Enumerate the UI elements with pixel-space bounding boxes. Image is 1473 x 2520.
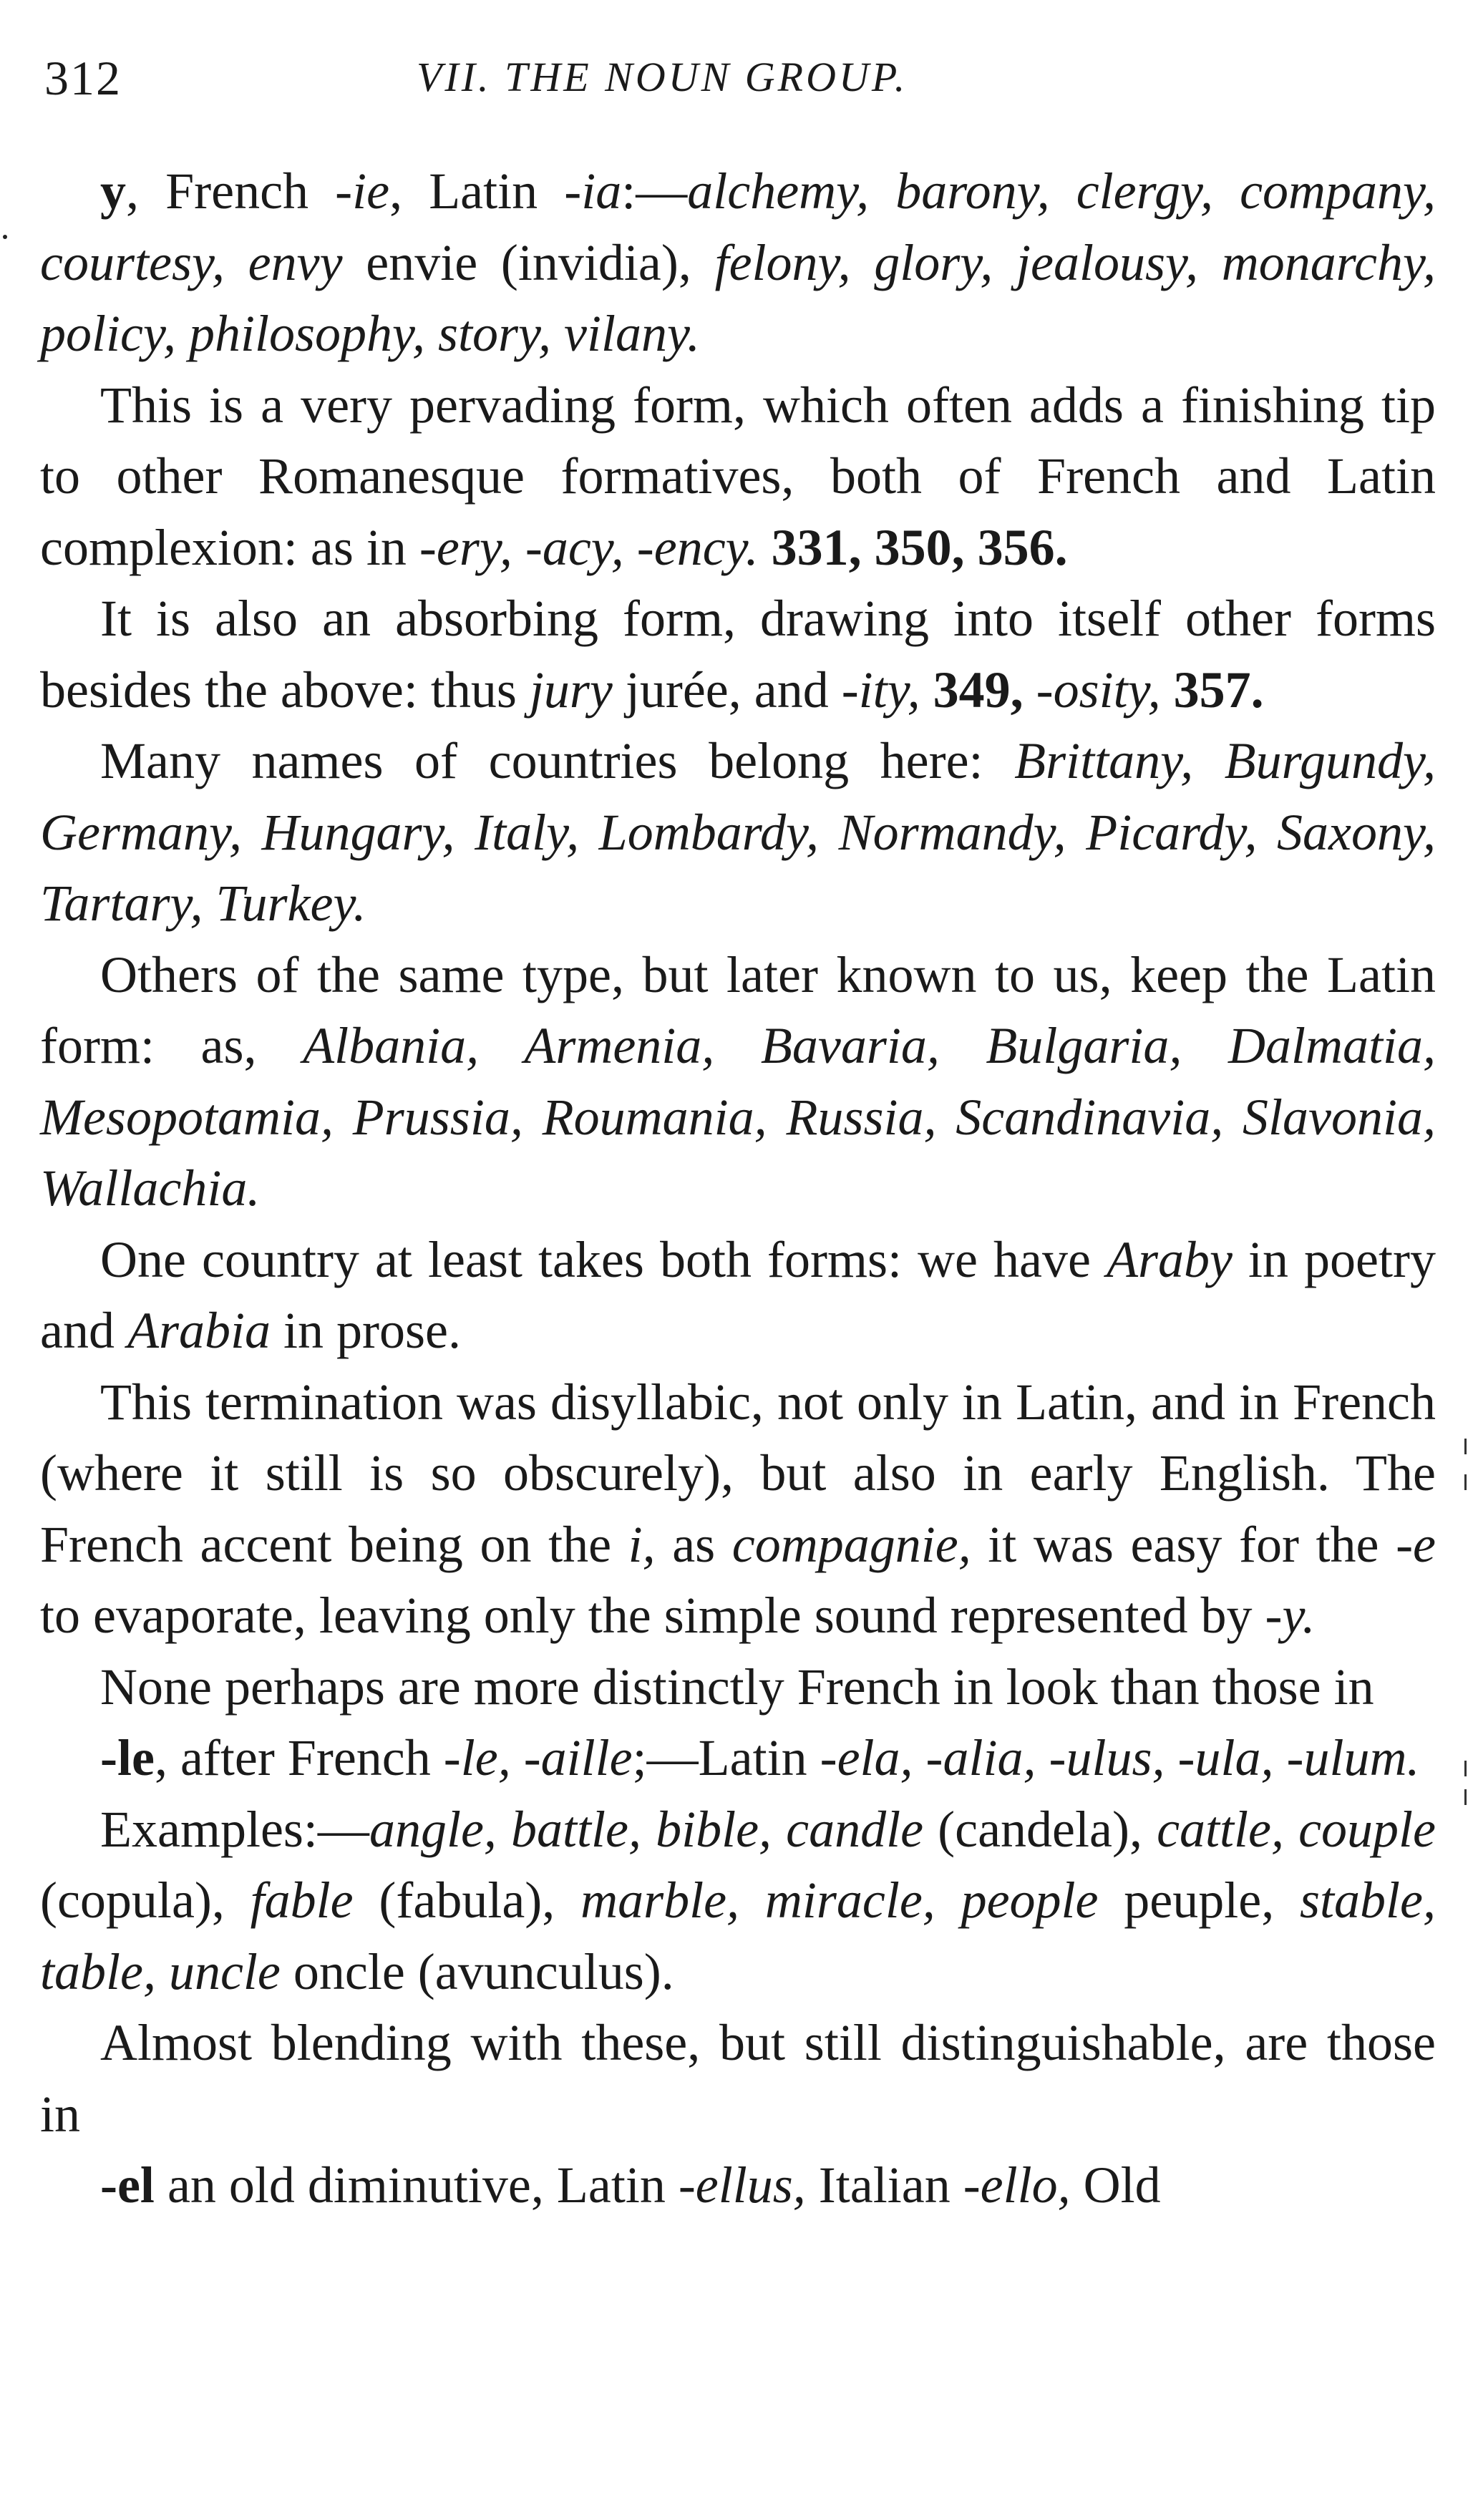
text-run: None perhaps are more distinctly French in look than those in xyxy=(100,1658,1374,1716)
margin-mark xyxy=(1464,1761,1467,1776)
page-header xyxy=(44,50,1433,129)
italic-text: fable xyxy=(250,1872,354,1929)
text-run: It is also an absorbing form, drawing into itself other forms besides the above: thus xyxy=(40,590,1436,719)
bold-text: y xyxy=(100,162,126,220)
margin-speck xyxy=(3,235,7,239)
italic-text: angle, battle, bible, candle xyxy=(369,1800,924,1858)
text-run: in poetry and xyxy=(40,1230,1436,1359)
paragraph xyxy=(40,370,1436,584)
text-run: Almost blending with these, but still distinguishable, are those in xyxy=(40,2014,1436,2143)
margin-mark xyxy=(1464,1789,1467,1805)
paragraph xyxy=(40,1225,1436,1367)
text-run: ;—Latin xyxy=(632,1729,820,1786)
text-run: Old xyxy=(1070,2156,1161,2214)
text-run: as xyxy=(655,1515,732,1573)
italic-text: -ello, xyxy=(963,2156,1071,2214)
bold-text: 357. xyxy=(1160,661,1264,719)
text-run: it was easy for the xyxy=(971,1515,1396,1573)
paragraph xyxy=(40,1652,1436,1723)
italic-text: -ellus, xyxy=(678,2156,806,2214)
italic-text: marble, miracle, people xyxy=(580,1872,1099,1929)
text-run: , Latin xyxy=(389,162,565,220)
text-run: One country at least takes both forms: we have xyxy=(100,1230,1107,1288)
paragraph xyxy=(40,156,1436,370)
italic-text: Araby xyxy=(1106,1230,1233,1288)
italic-text: alchemy, barony, clergy, company, courtesy, envy xyxy=(40,162,1436,291)
text-run: peuple, xyxy=(1098,1872,1301,1929)
italic-text: -ie xyxy=(335,162,390,220)
margin-mark xyxy=(1464,1439,1467,1454)
text-run: This termination was disyllabic, not only in Latin, and in French (where it still is so obscurely), but also in early English. The French accent being on the xyxy=(40,1373,1436,1573)
text-run: oncle (avunculus). xyxy=(280,1942,674,2000)
italic-text: Brittany, Burgundy, Germany, Hungary, Italy, Lombardy, Normandy, Picardy, Saxony, Tartary, Turkey. xyxy=(40,732,1436,932)
text-run: jurée, and xyxy=(612,661,842,719)
text-run: Others of the same type, but later known to us, keep the Latin form: as, xyxy=(40,945,1436,1074)
text-run: to evaporate, leaving only the simple sound represented by xyxy=(40,1587,1265,1644)
text-run: in prose. xyxy=(270,1302,461,1359)
body-text xyxy=(40,156,1436,2222)
paragraph xyxy=(40,726,1436,940)
italic-text: compagnie, xyxy=(731,1515,971,1573)
text-run: (candela), xyxy=(923,1800,1157,1858)
italic-text: -ela, -alia, -ulus, -ula, -ulum. xyxy=(820,1729,1420,1786)
paragraph xyxy=(40,1367,1436,1652)
text-run: envie (invidia), xyxy=(342,233,715,291)
paragraph xyxy=(40,940,1436,1225)
italic-text: stable, table, uncle xyxy=(40,1872,1436,2000)
bold-text: -el xyxy=(100,2156,155,2214)
italic-text: cattle, couple xyxy=(1157,1800,1436,1858)
paragraph xyxy=(40,2150,1436,2222)
bold-text: 331, 350, 356. xyxy=(758,518,1068,576)
bold-text: -le xyxy=(100,1729,155,1786)
text-run: (fabula), xyxy=(353,1872,581,1929)
text-run: Italian xyxy=(805,2156,963,2214)
running-head: VII. THE NOUN GROUP. xyxy=(417,54,908,100)
italic-text: -e xyxy=(1396,1515,1436,1573)
bold-text: 349, xyxy=(920,661,1036,719)
italic-text: -ery, -acy, -ency. xyxy=(419,518,759,576)
italic-text: Arabia xyxy=(127,1302,271,1359)
italic-text: -ia xyxy=(564,162,622,220)
italic-text: jury xyxy=(529,661,613,719)
text-run: , after French xyxy=(154,1729,444,1786)
italic-text: -y. xyxy=(1265,1587,1316,1644)
italic-text: -osity, xyxy=(1036,661,1161,719)
text-run: Examples:— xyxy=(100,1800,369,1858)
text-run: :— xyxy=(621,162,688,220)
text-run: Many names of countries belong here: xyxy=(100,732,1015,789)
paragraph xyxy=(40,2008,1436,2150)
italic-text: -ity, xyxy=(841,661,920,719)
paragraph xyxy=(40,1723,1436,1794)
italic-text: Albania, Armenia, Bavaria, Bulgaria, Dalmatia, Mesopotamia, Prussia, Roumania, Russia, Scandinavia, Slavonia, Wallachia. xyxy=(40,1017,1436,1217)
paragraph xyxy=(40,1794,1436,2008)
text-run: (copula), xyxy=(40,1872,251,1929)
paragraph xyxy=(40,583,1436,726)
text-run: This is a very pervading form, which often adds a finishing tip to other Romanesque formatives, both of French and Latin complexion: as in xyxy=(40,376,1436,576)
text-run: an old diminutive, Latin xyxy=(154,2156,679,2214)
text-run: , French xyxy=(126,162,336,220)
italic-text: felony, glory, jealousy, monarchy, policy, philosophy, story, vilany. xyxy=(40,233,1436,362)
italic-text: i, xyxy=(628,1515,656,1573)
italic-text: -le, -aille xyxy=(443,1729,633,1786)
page-number: 312 xyxy=(44,51,122,105)
margin-mark xyxy=(1464,1474,1467,1490)
